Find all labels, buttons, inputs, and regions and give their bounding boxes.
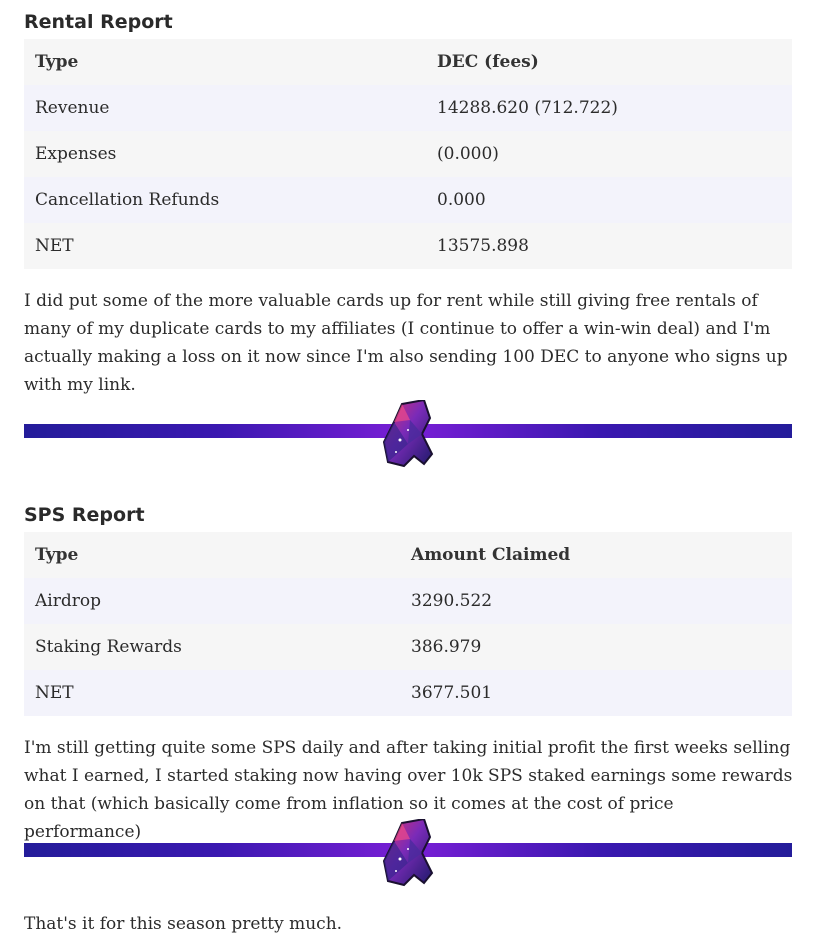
row-value: (0.000)	[437, 144, 499, 164]
row-label: NET	[35, 236, 74, 256]
column-header-type: Type	[35, 52, 79, 72]
crystal-shard-icon	[380, 400, 436, 468]
row-label: Staking Rewards	[35, 637, 182, 657]
table-row	[24, 223, 792, 269]
table-header-row	[24, 39, 792, 85]
section-divider	[24, 400, 792, 470]
row-value: 13575.898	[437, 236, 529, 256]
table-row	[24, 85, 792, 131]
row-label: Revenue	[35, 98, 110, 118]
column-header-dec-fees: DEC (fees)	[437, 52, 539, 72]
column-header-amount-claimed: Amount Claimed	[411, 545, 571, 565]
rental-paragraph: I did put some of the more valuable cards up for rent while still giving free rentals of many of my duplicate cards to my affiliates (I continue to offer a win-win deal) and I'm actually making a loss on it now since I'm also sending 100 DEC to anyone who signs up with my link.	[24, 291, 788, 395]
table-row	[24, 624, 792, 670]
row-value: 14288.620 (712.722)	[437, 98, 618, 118]
rental-report-table	[24, 39, 792, 269]
column-header-type: Type	[35, 545, 79, 565]
row-label: Expenses	[35, 144, 117, 164]
sps-report-heading: SPS Report	[24, 504, 145, 526]
row-value: 386.979	[411, 637, 482, 657]
row-label: NET	[35, 683, 74, 703]
row-value: 0.000	[437, 190, 486, 210]
row-label: Cancellation Refunds	[35, 190, 220, 210]
table-row	[24, 578, 792, 624]
row-value: 3290.522	[411, 591, 493, 611]
closing-paragraph: That's it for this season pretty much.	[24, 914, 343, 934]
sps-paragraph: I'm still getting quite some SPS daily and after taking initial profit the first weeks selling what I earned, I started staking now having over 10k SPS staked earnings some rewards on that (which basically come from inflation so it comes at the cost of price performance)	[24, 738, 793, 842]
row-value: 3677.501	[411, 683, 493, 703]
table-row	[24, 131, 792, 177]
table-row	[24, 670, 792, 716]
sps-report-table	[24, 532, 792, 716]
row-label: Airdrop	[35, 591, 101, 611]
rental-report-heading: Rental Report	[24, 11, 173, 33]
table-header-row	[24, 532, 792, 578]
table-row	[24, 177, 792, 223]
section-divider	[24, 819, 792, 889]
crystal-shard-icon	[380, 819, 436, 887]
